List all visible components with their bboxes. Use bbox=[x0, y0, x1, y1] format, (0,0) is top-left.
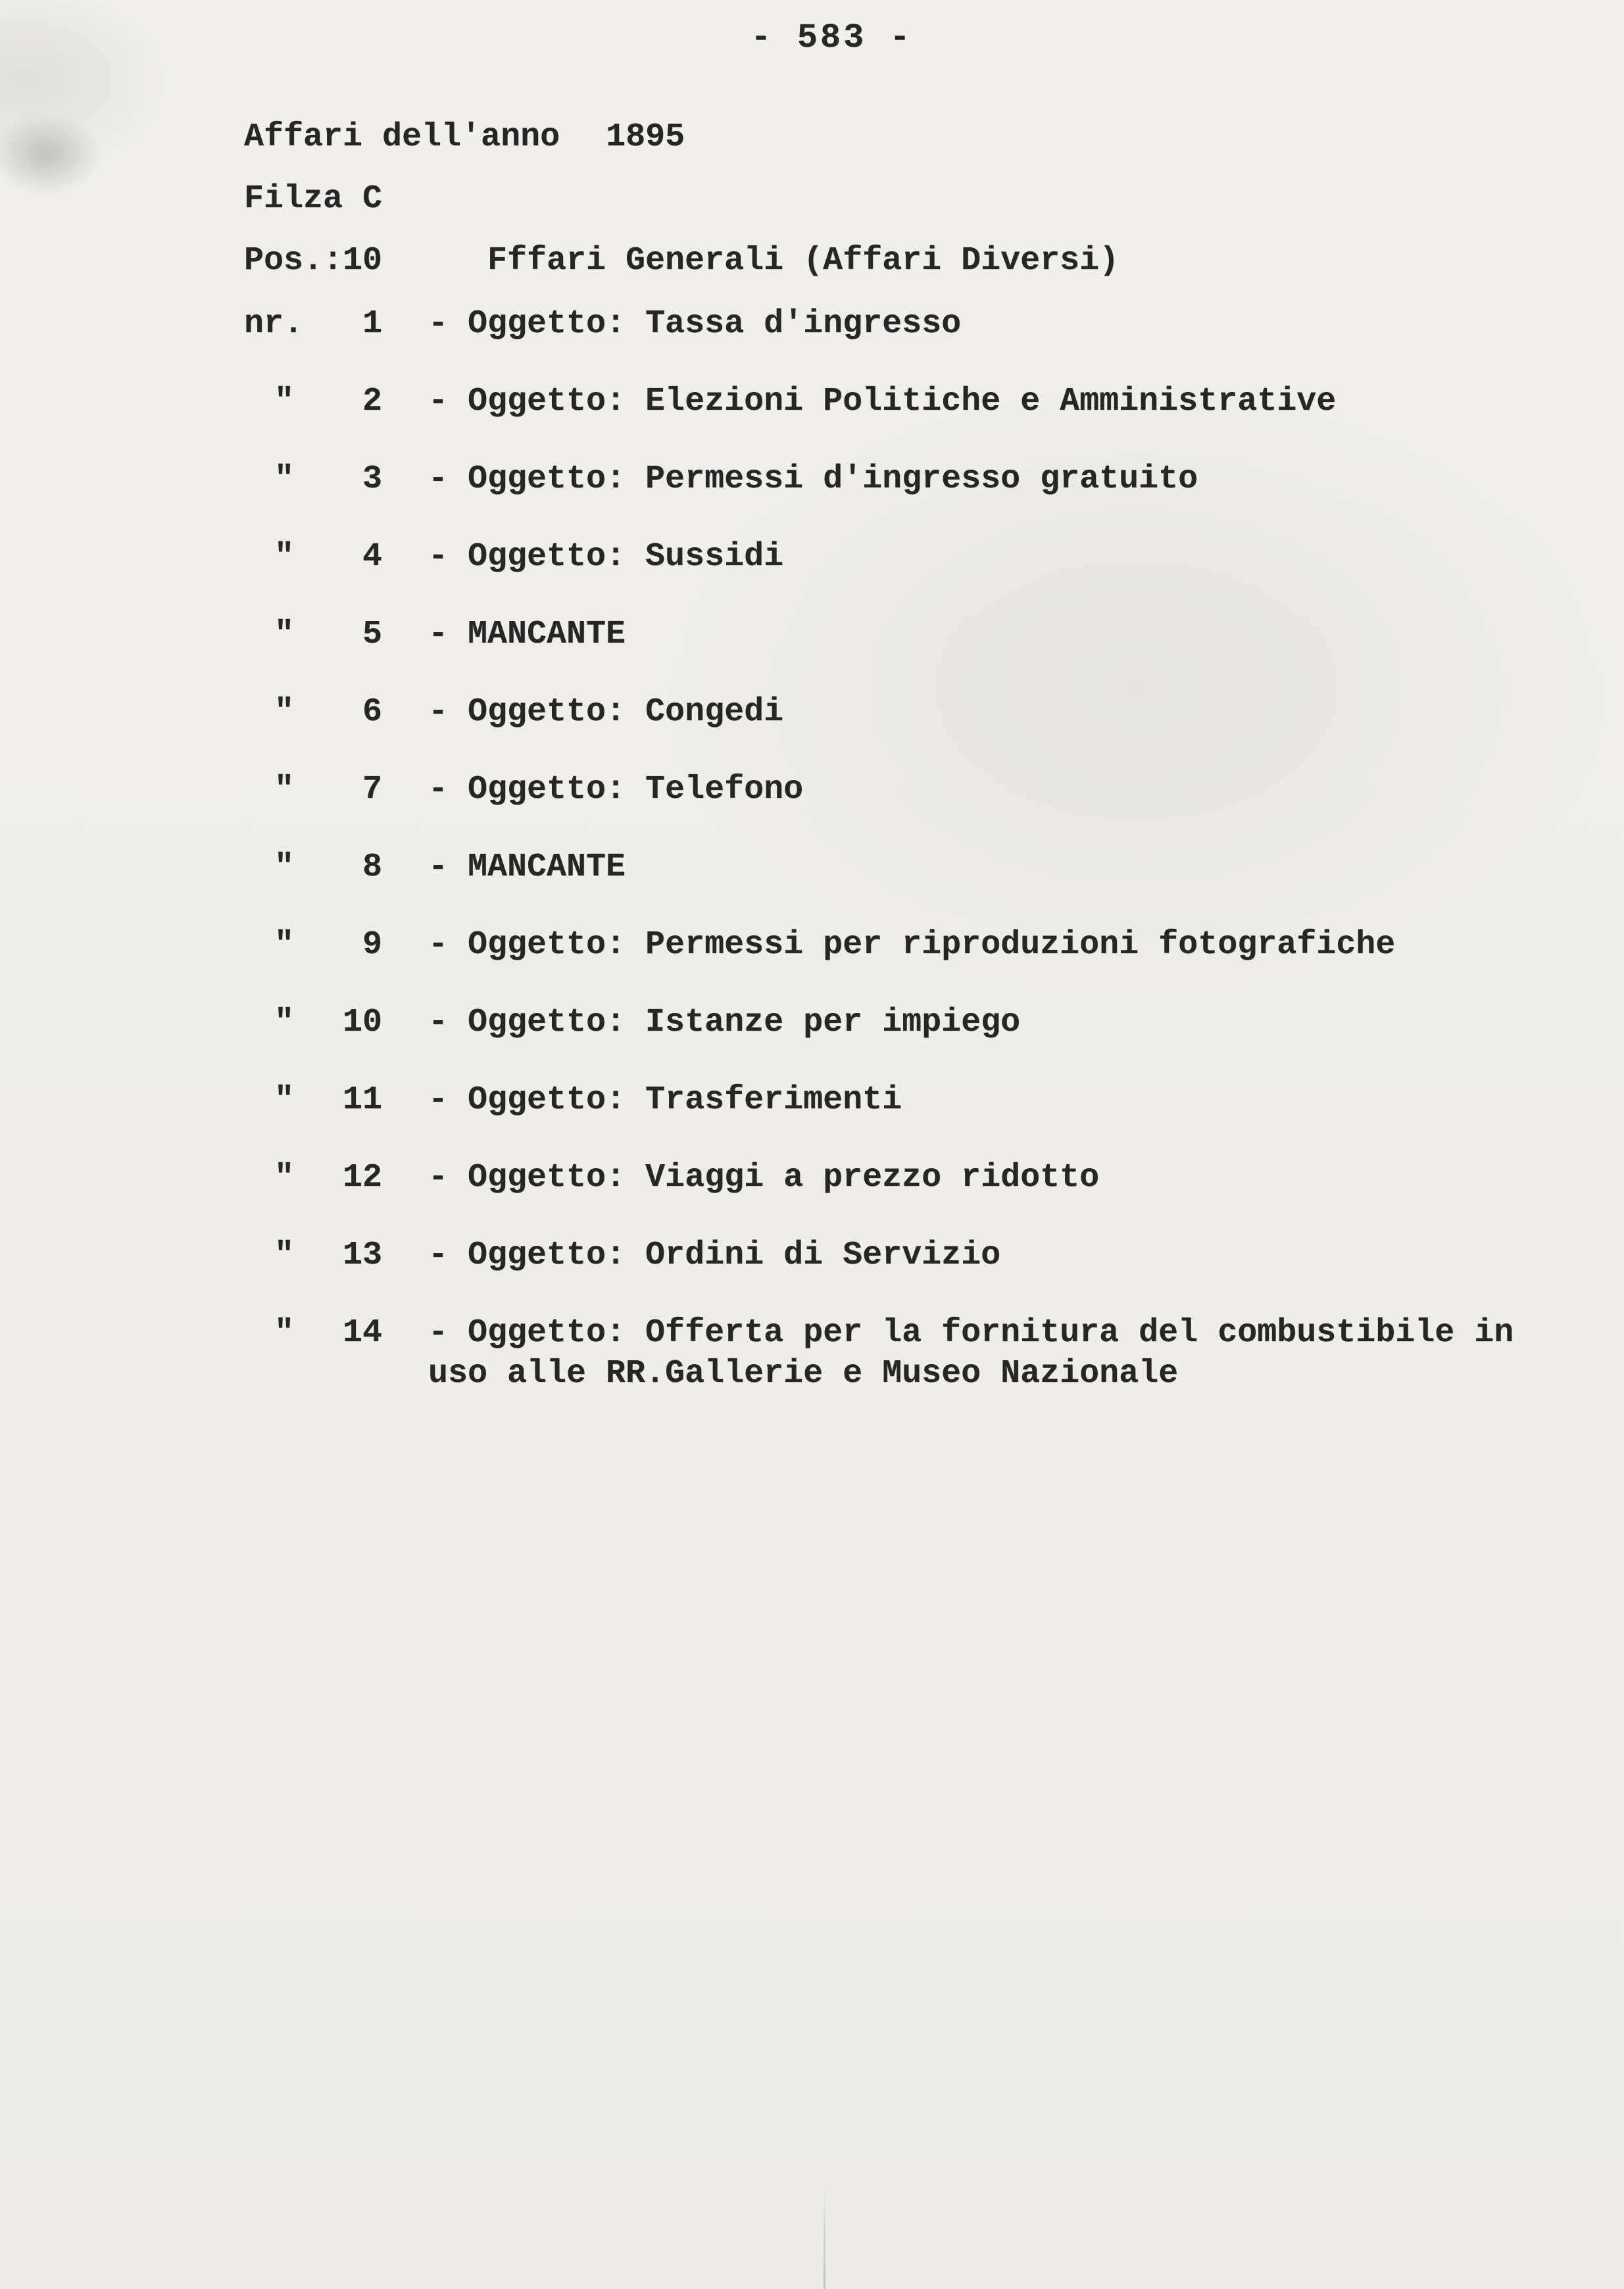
entry-marker: " bbox=[274, 926, 295, 964]
entry-body: - Oggetto: Telefono bbox=[428, 771, 804, 808]
entry-row bbox=[244, 382, 1546, 422]
entries-list bbox=[244, 304, 1546, 1394]
entry-row bbox=[244, 614, 1546, 655]
entry-body-wrap bbox=[428, 1158, 1099, 1198]
entry-marker: " bbox=[274, 1314, 295, 1352]
entry-row bbox=[244, 304, 1546, 345]
entry-marker: " bbox=[274, 849, 295, 886]
entry-number: 6 bbox=[362, 693, 382, 731]
pos-label: Pos.: bbox=[244, 242, 343, 280]
pos-number: 10 bbox=[343, 242, 383, 280]
entry-body-wrap bbox=[428, 614, 626, 655]
entry-body-wrap bbox=[428, 537, 783, 578]
anno-label: Affari dell'anno bbox=[244, 118, 560, 156]
entry-body: - Oggetto: Viaggi a prezzo ridotto bbox=[428, 1159, 1100, 1196]
entry-body-wrap bbox=[428, 1002, 1020, 1043]
entry-row bbox=[244, 847, 1546, 888]
entry-body-wrap bbox=[428, 1080, 902, 1121]
entry-row bbox=[244, 537, 1546, 578]
entry-number: 8 bbox=[362, 849, 382, 886]
entry-body: - Oggetto: Istanze per impiego bbox=[428, 1004, 1021, 1041]
entry-row bbox=[244, 692, 1546, 733]
entry-body: - Oggetto: Offerta per la fornitura del combustibile in bbox=[428, 1314, 1514, 1352]
entry-body-wrap bbox=[428, 692, 783, 733]
entry-row bbox=[244, 1158, 1546, 1198]
page-number: - 583 - bbox=[750, 18, 913, 57]
anno-line bbox=[244, 118, 1546, 157]
entry-row bbox=[244, 459, 1546, 500]
document-content bbox=[244, 118, 1546, 1431]
entry-row bbox=[244, 1313, 1546, 1394]
entry-marker: " bbox=[274, 460, 295, 498]
entry-number: 2 bbox=[362, 383, 382, 420]
entry-number: 1 bbox=[362, 305, 382, 343]
entry-body-wrap bbox=[428, 304, 961, 345]
entry-row bbox=[244, 1080, 1546, 1121]
entry-body-wrap bbox=[428, 770, 803, 810]
entry-body: - Oggetto: Congedi bbox=[428, 693, 784, 731]
entry-marker: " bbox=[274, 383, 295, 420]
entry-body: - MANCANTE bbox=[428, 849, 626, 886]
entry-marker: " bbox=[274, 693, 295, 731]
entry-body-wrap bbox=[428, 1235, 1000, 1276]
entry-body: - MANCANTE bbox=[428, 616, 626, 653]
entry-marker: " bbox=[274, 538, 295, 576]
entry-body: - Oggetto: Ordini di Servizio bbox=[428, 1237, 1001, 1274]
entry-row bbox=[244, 925, 1546, 966]
filza-line bbox=[244, 180, 1546, 218]
entry-number: 13 bbox=[342, 1237, 382, 1274]
entry-body-wrap bbox=[428, 847, 626, 888]
entry-row bbox=[244, 1235, 1546, 1276]
entry-body-wrap bbox=[428, 1313, 1513, 1394]
entry-body: - Oggetto: Permessi per riproduzioni fotografiche bbox=[428, 926, 1396, 964]
entry-body: - Oggetto: Tassa d'ingresso bbox=[428, 305, 962, 343]
entry-body-continuation: uso alle RR.Gallerie e Museo Nazionale bbox=[428, 1355, 1179, 1392]
filza-label: Filza C bbox=[244, 180, 383, 218]
entry-number: 7 bbox=[362, 771, 382, 808]
entry-body: - Oggetto: Elezioni Politiche e Amministrative bbox=[428, 383, 1337, 420]
entry-number: 11 bbox=[342, 1081, 382, 1119]
entry-marker: " bbox=[274, 1237, 295, 1274]
entry-row bbox=[244, 770, 1546, 810]
entry-marker: " bbox=[274, 616, 295, 653]
entry-marker: " bbox=[274, 1004, 295, 1041]
entry-number: 5 bbox=[362, 616, 382, 653]
entry-body: - Oggetto: Permessi d'ingresso gratuito bbox=[428, 460, 1198, 498]
entry-number: 14 bbox=[342, 1314, 382, 1352]
entry-row bbox=[244, 1002, 1546, 1043]
entry-marker: " bbox=[274, 771, 295, 808]
entry-marker: nr. bbox=[244, 305, 304, 343]
entry-body-wrap bbox=[428, 459, 1198, 500]
entry-number: 3 bbox=[362, 460, 382, 498]
entry-body-wrap bbox=[428, 382, 1336, 422]
entry-number: 4 bbox=[362, 538, 382, 576]
entry-body: - Oggetto: Sussidi bbox=[428, 538, 784, 576]
entry-number: 9 bbox=[362, 926, 382, 964]
entry-number: 12 bbox=[342, 1159, 382, 1196]
anno-value: 1895 bbox=[606, 118, 685, 156]
pos-line bbox=[244, 242, 1546, 280]
pos-title: Fffari Generali (Affari Diversi) bbox=[487, 242, 1120, 280]
entry-marker: " bbox=[274, 1159, 295, 1196]
entry-marker: " bbox=[274, 1081, 295, 1119]
entry-number: 10 bbox=[342, 1004, 382, 1041]
entry-body-wrap bbox=[428, 925, 1395, 966]
entry-body: - Oggetto: Trasferimenti bbox=[428, 1081, 902, 1119]
paper-fold-line bbox=[824, 2184, 825, 2289]
